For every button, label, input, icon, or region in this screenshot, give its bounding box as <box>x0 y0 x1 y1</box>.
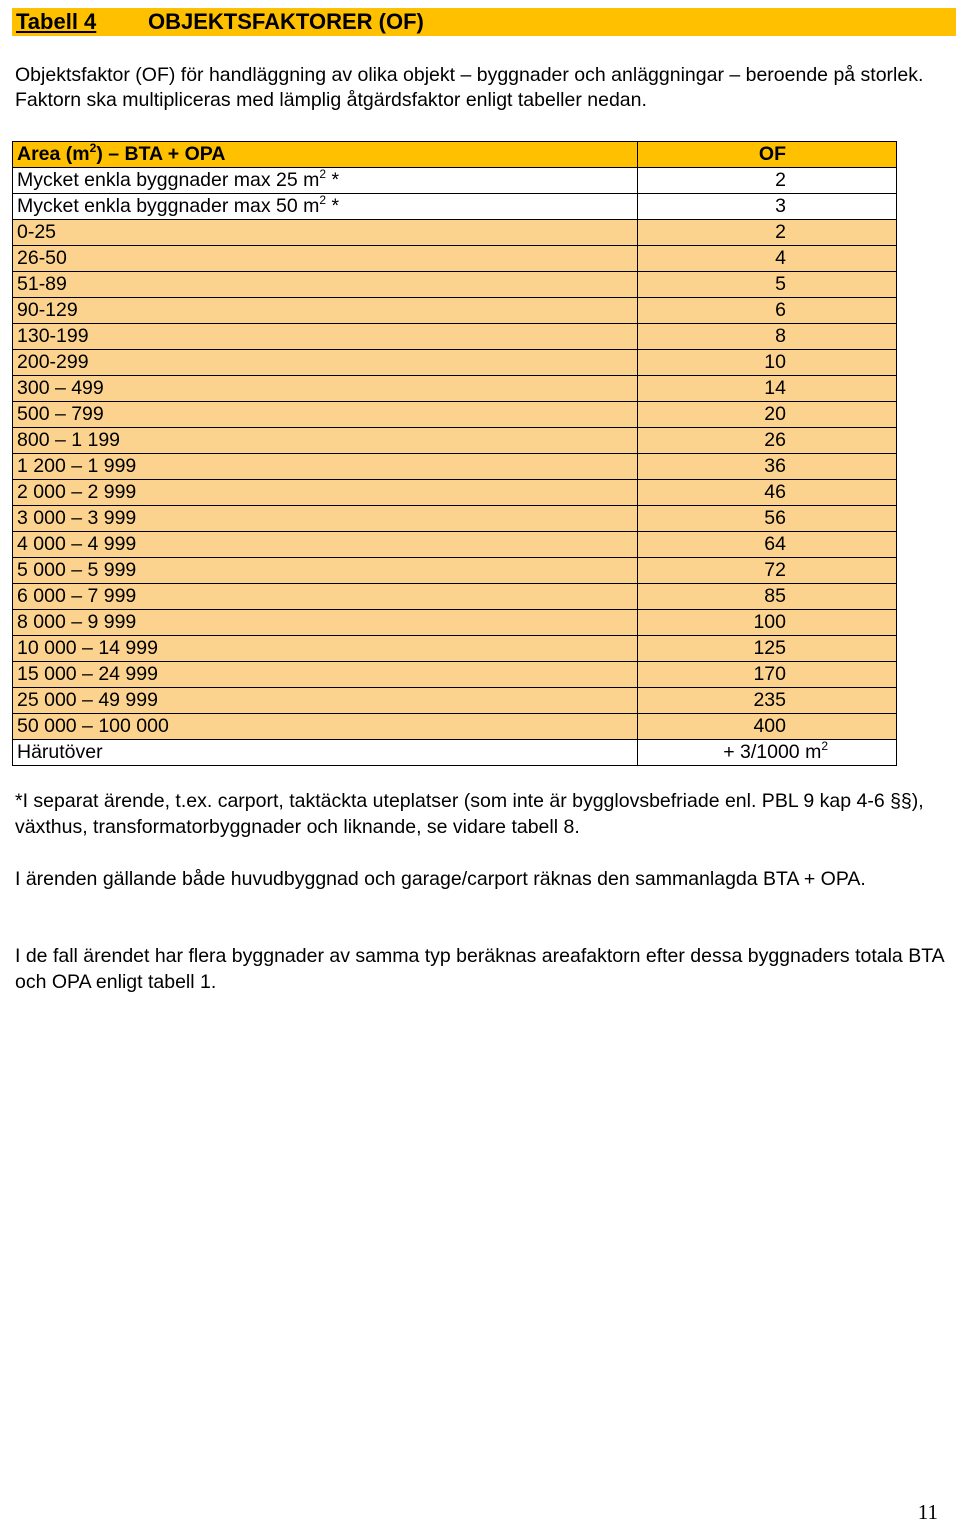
area-cell: 0-25 <box>13 220 638 246</box>
table-title: OBJEKTSFAKTORER (OF) <box>148 9 424 34</box>
area-cell: 130-199 <box>13 324 638 350</box>
table-row <box>13 662 897 688</box>
table-row <box>13 584 897 610</box>
of-cell: 3 <box>638 194 897 220</box>
area-cell: Mycket enkla byggnader max 25 $m^2$ * <box>13 168 638 194</box>
area-cell: 4 000 – 4 999 <box>13 532 638 558</box>
footnote: *I separat ärende, t.ex. carport, taktäckta uteplatser (som inte är bygglovsbefriade enl. PBL 9 kap 4-6 §§), växthus, transformatorbyggnader och liknande, se vidare tabell 8. <box>15 790 924 838</box>
of-cell: 125 <box>638 636 897 662</box>
of-cell: 56 <box>638 506 897 532</box>
area-cell: 500 – 799 <box>13 402 638 428</box>
of-cell: 235 <box>638 688 897 714</box>
of-cell: 6 <box>638 298 897 324</box>
table-row <box>13 350 897 376</box>
area-cell: 800 – 1 199 <box>13 428 638 454</box>
table-row <box>13 246 897 272</box>
of-cell: 100 <box>638 610 897 636</box>
of-column-header: OF <box>638 142 897 168</box>
area-cell: 1 200 – 1 999 <box>13 454 638 480</box>
of-cell: 8 <box>638 324 897 350</box>
table-row <box>13 636 897 662</box>
of-cell: 5 <box>638 272 897 298</box>
table-row <box>13 506 897 532</box>
table-row <box>13 558 897 584</box>
area-cell: 5 000 – 5 999 <box>13 558 638 584</box>
of-cell: 14 <box>638 376 897 402</box>
objektsfaktor-table <box>12 141 897 766</box>
area-cell: 90-129 <box>13 298 638 324</box>
table-row <box>13 324 897 350</box>
area-cell: 50 000 – 100 000 <box>13 714 638 740</box>
note-paragraph-2: I de fall ärendet har flera byggnader av samma typ beräknas areafaktorn efter dessa byggnaders totala BTA och OPA enligt tabell 1. <box>15 945 944 993</box>
area-cell: Härutöver <box>13 740 638 766</box>
table-row <box>13 454 897 480</box>
of-cell: 26 <box>638 428 897 454</box>
of-cell: 4 <box>638 246 897 272</box>
of-cell: 36 <box>638 454 897 480</box>
area-cell: 6 000 – 7 999 <box>13 584 638 610</box>
of-cell: 400 <box>638 714 897 740</box>
area-cell: 300 – 499 <box>13 376 638 402</box>
of-cell: 46 <box>638 480 897 506</box>
of-cell: 64 <box>638 532 897 558</box>
intro-paragraph: Objektsfaktor (OF) för handläggning av olika objekt – byggnader och anläggningar – beroende på storlek. Faktorn ska multipliceras med lämplig åtgärdsfaktor enligt tabeller nedan. <box>15 64 924 111</box>
table-row <box>13 194 897 220</box>
table-row <box>13 714 897 740</box>
area-cell: Mycket enkla byggnader max 50 $m^2$ * <box>13 194 638 220</box>
area-cell: 200-299 <box>13 350 638 376</box>
table-heading-bar <box>12 8 956 36</box>
table-row <box>13 168 897 194</box>
table-row <box>13 610 897 636</box>
note-paragraph-1: I ärenden gällande både huvudbyggnad och garage/carport räknas den sammanlagda BTA + OPA. <box>15 868 866 890</box>
table-row <box>13 376 897 402</box>
table-row <box>13 740 897 766</box>
area-cell: 26-50 <box>13 246 638 272</box>
area-cell: 2 000 – 2 999 <box>13 480 638 506</box>
of-cell: 85 <box>638 584 897 610</box>
table-row <box>13 532 897 558</box>
table-row <box>13 298 897 324</box>
area-column-header: Area $(m^2)$ – BTA + OPA <box>13 142 638 168</box>
table-row <box>13 402 897 428</box>
of-cell: 20 <box>638 402 897 428</box>
table-row <box>13 272 897 298</box>
area-cell: 3 000 – 3 999 <box>13 506 638 532</box>
table-row <box>13 428 897 454</box>
table-row <box>13 480 897 506</box>
of-cell: 170 <box>638 662 897 688</box>
table-header-row <box>13 142 897 168</box>
table-number: Tabell 4 <box>16 9 97 34</box>
of-cell: 2 <box>638 220 897 246</box>
area-cell: 25 000 – 49 999 <box>13 688 638 714</box>
area-cell: 15 000 – 24 999 <box>13 662 638 688</box>
of-cell: 72 <box>638 558 897 584</box>
of-cell: 2 <box>638 168 897 194</box>
page-number: 11 <box>917 1500 938 1524</box>
of-cell: + 3/1000 $m^2$ <box>638 740 897 766</box>
area-cell: 10 000 – 14 999 <box>13 636 638 662</box>
area-cell: 8 000 – 9 999 <box>13 610 638 636</box>
table-row <box>13 688 897 714</box>
area-cell: 51-89 <box>13 272 638 298</box>
table-row <box>13 220 897 246</box>
of-cell: 10 <box>638 350 897 376</box>
